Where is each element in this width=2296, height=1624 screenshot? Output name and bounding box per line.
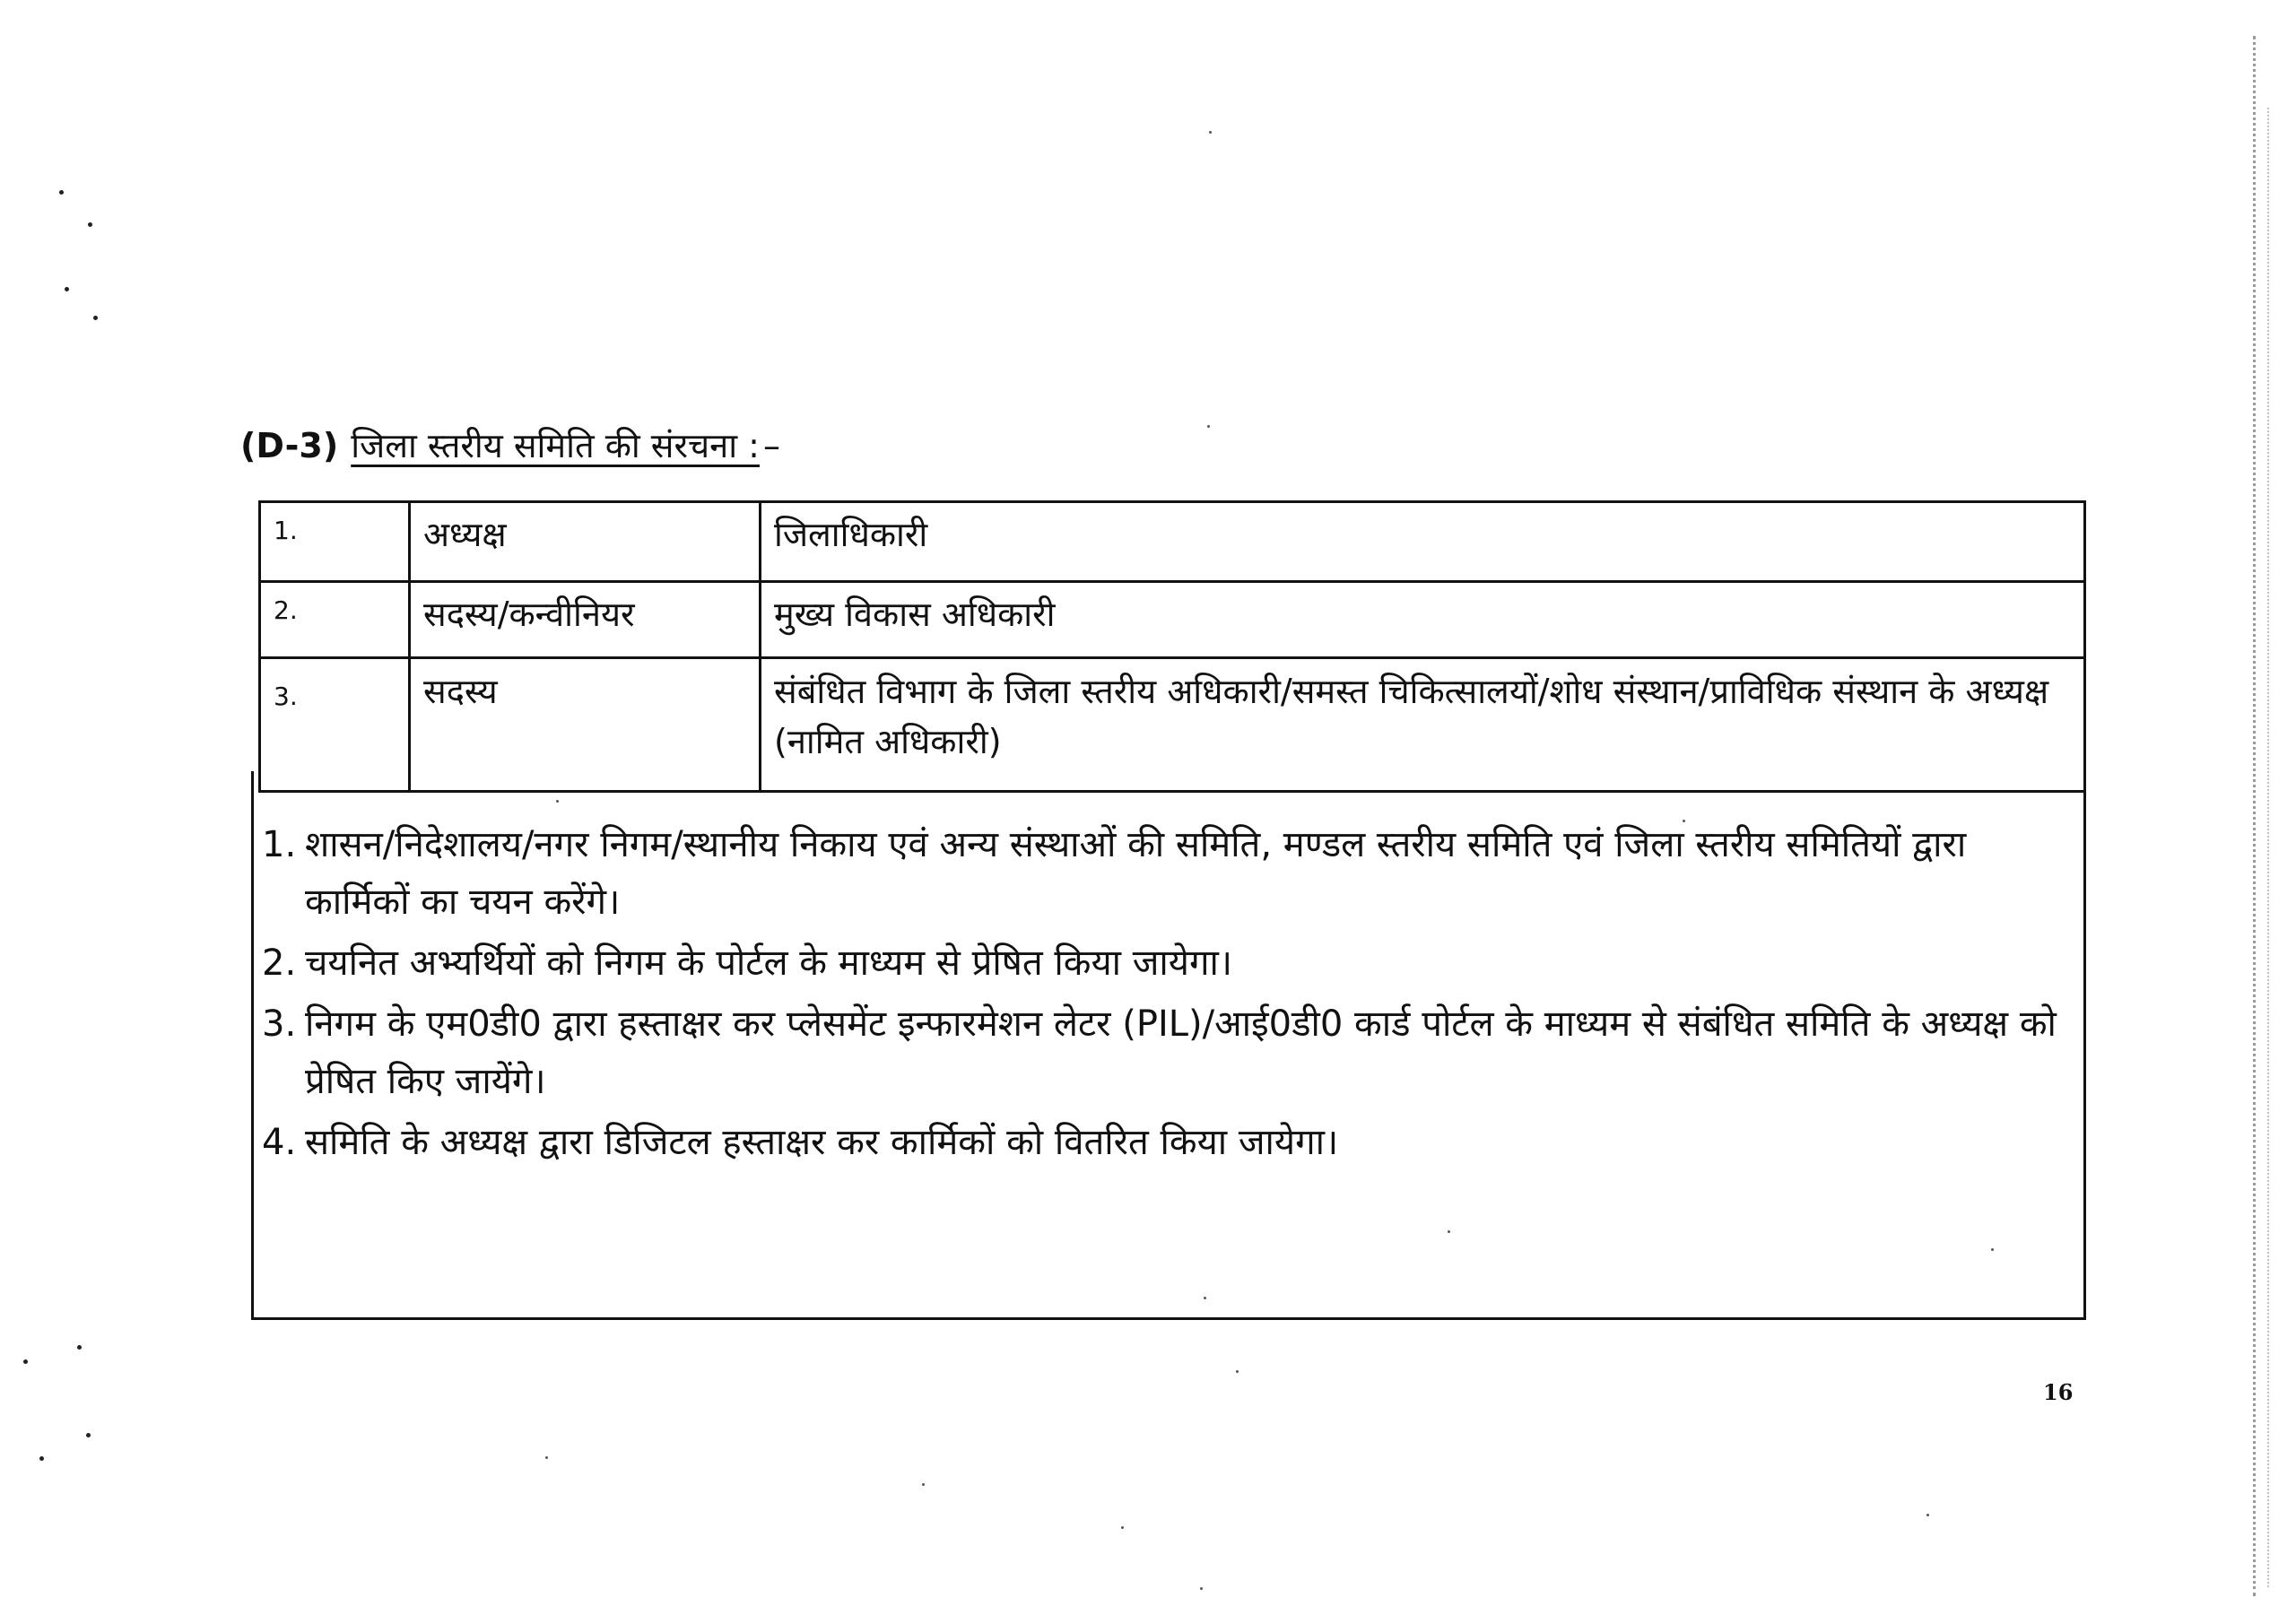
scan-speck	[39, 1456, 44, 1461]
row-role: सदस्य	[410, 658, 761, 792]
section-code: (D-3)	[240, 426, 339, 465]
row-designation: मुख्य विकास अधिकारी	[761, 582, 2085, 658]
section-heading	[240, 421, 780, 468]
scan-speck	[1926, 1514, 1929, 1516]
scan-speck	[545, 1456, 548, 1459]
note-number: 2.	[262, 942, 297, 984]
committee-table	[258, 500, 2086, 793]
section-title-dash: –	[763, 426, 780, 465]
row-number: 2.	[260, 582, 410, 658]
note-number: 1.	[262, 824, 297, 865]
row-designation: जिलाधिकारी	[761, 502, 2085, 582]
list-item	[262, 816, 2065, 931]
note-text: शासन/निदेशालय/नगर निगम/स्थानीय निकाय एवं अन्य संस्थाओं की समिति, मण्डल स्तरीय समिति एवं जिला स्तरीय समितियों द्वारा कार्मिकों का चयन करेंगे।	[305, 824, 1967, 923]
scan-speck	[59, 190, 64, 195]
page-number: 16	[2043, 1379, 2074, 1405]
row-role: सदस्य/कन्वीनियर	[410, 582, 761, 658]
scan-speck	[1200, 1587, 1203, 1590]
list-item	[262, 1114, 2065, 1171]
scan-edge-line	[2253, 36, 2256, 1596]
scan-speck	[93, 316, 98, 320]
row-designation: संबंधित विभाग के जिला स्तरीय अधिकारी/समस्त चिकित्सालयों/शोध संस्थान/प्राविधिक संस्थान के अध्यक्ष (नामित अधिकारी)	[761, 658, 2085, 792]
scan-speck	[86, 1433, 91, 1437]
scan-speck	[1207, 425, 1210, 428]
section-title: जिला स्तरीय समिति की संरचना :	[351, 426, 760, 465]
scan-speck	[1209, 131, 1212, 134]
scan-edge-line	[2267, 108, 2269, 1587]
note-text: समिति के अध्यक्ष द्वारा डिजिटल हस्ताक्षर कर कार्मिकों को वितरित किया जायेगा।	[305, 1122, 1339, 1163]
scan-speck	[65, 287, 69, 291]
row-number: 1.	[260, 502, 410, 582]
note-number: 4.	[262, 1122, 297, 1163]
scan-speck	[23, 1359, 28, 1364]
scan-speck	[922, 1483, 925, 1486]
note-text: चयनित अभ्यर्थियों को निगम के पोर्टल के माध्यम से प्रेषित किया जायेगा।	[305, 942, 1233, 984]
list-item	[262, 934, 2065, 992]
row-number: 3.	[260, 658, 410, 792]
row-role: अध्यक्ष	[410, 502, 761, 582]
table-row	[260, 502, 2085, 582]
scan-speck	[1121, 1526, 1124, 1529]
list-item	[262, 995, 2065, 1110]
notes-list	[262, 816, 2065, 1175]
scan-speck	[77, 1345, 82, 1350]
note-text: निगम के एम0डी0 द्वारा हस्ताक्षर कर प्लेसमेंट इन्फारमेशन लेटर (PIL)/आई0डी0 कार्ड पोर्टल के माध्यम से संबंधित समिति के अध्यक्ष को प्रेषित किए जायेंगे।	[305, 1003, 2057, 1102]
scan-speck	[1236, 1370, 1239, 1373]
note-number: 3.	[262, 1003, 297, 1045]
table-row	[260, 582, 2085, 658]
scan-speck	[88, 222, 92, 227]
